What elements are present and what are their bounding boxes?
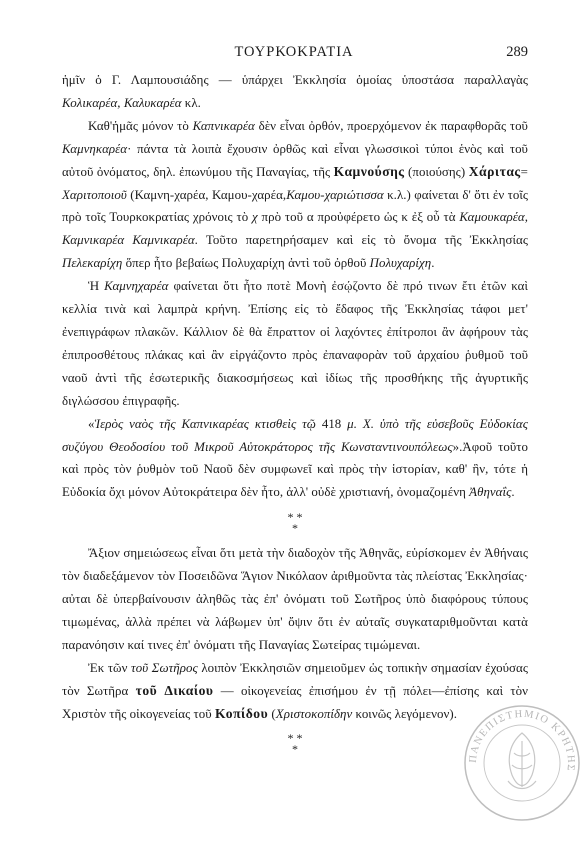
text-run: φαίνεται ὅτι ἦτο ποτὲ Μονὴ ἐσῴζοντο δὲ πρό τινων ἔτι ἐτῶν καὶ κελλία τινὰ καὶ λαμπρὰ κρήνη. Ἐπίσης εἰς τὸ ἔδαφος τῆς Ἐκκλησίας τάφοι μετ' ἐνεπιγράφων πλακῶν. Κάλλιον δὲ θὰ ἔπραττον οἱ λαχόντες ἐπίτροποι ἂν ἀφήρουν τὰς ἐπιπροσθέτους πλάκας καὶ ἂν εἰργάζοντο πρὸς ἐπαναφορὰν τοῦ ἀρχαίου ῥυθμοῦ τοῦ ναοῦ ἀντὶ τῆς ἐσωτερικῆς διακοσμήσεως καὶ ἰδίως τῆς προσθήκης τῆς ἀγυρτικῆς διγλώσσου ἐπιγραφῆς. (62, 279, 528, 408)
italic-term: Πολυχαρίχη (369, 256, 432, 271)
page-number: 289 (506, 44, 528, 60)
italic-term: Καμου-χαριώτισσα (286, 187, 384, 202)
italic-quote: μ. Χ. ὑπὸ τῆς εὐσεβοῦς Εὐδοκίας συζύγου Θεοδοσίου τοῦ Μικροῦ Αὐτοκράτορος τῆς Κωνσταντινουπόλεως (62, 416, 529, 454)
italic-term: χ (252, 210, 258, 225)
italic-term: Ἀθηναΐς (469, 485, 512, 500)
text-run: Ἄξιον σημειώσεως εἶναι ὅτι μετὰ τὴν διαδοχὸν τῆς Ἀθηνᾶς, εὑρίσκομεν ἐν Ἀθήναις τὸν διαδεξάμενον τὸν Ποσειδῶνα Ἅγιον Νικόλαον ἀριθμοῦντα τὰς πλείστας Ἐκκλησίας· αὐται δὲ ὑπερβαίνουσιν ἀληθῶς τὰς ἐπ' ὀνόματι τοῦ Σωτῆρος ὑπὸ διαφόρους τύπους τιμωμένας, ἀλλὰ πρέπει νὰ λάβωμεν ὑπ' ὄψιν ὅτι ἐν αὐταῖς συγκαταριθμοῦνται κατὰ παρανόησιν καί τινες ἐπ' ὀνόματι τῆς Παναγίας Σωτείρας τιμώμεναι. (62, 546, 528, 652)
separator-stars-bottom: * (292, 521, 298, 536)
italic-term: Χριστοκοπίδην (275, 706, 353, 721)
separator-stars-top: * * (287, 731, 303, 746)
paragraph-6 (62, 657, 528, 726)
bold-term: τοῦ Δικαίου (135, 682, 214, 698)
text-run: κ.λ.) φαίνεται δ' ὅτι ἐν τοῖς πρὸ τοῖς Τουρκοκρατίας χρόνοις τὸ (62, 187, 528, 225)
italic-term: Καμουκαρέα, Καμνικαρέα Καμνικαρέα (62, 210, 528, 248)
text-run: (Καμνη-χαρέα, Καμου-χαρέα, (126, 187, 287, 202)
paragraph-5 (62, 542, 528, 657)
bold-term: Καμνούσης (333, 163, 405, 179)
italic-term: Καμνηχαρέα (104, 279, 169, 294)
italic-term: Κολικαρέα, Καλυκαρέα (62, 95, 182, 110)
italic-term: Καμνηκαρέα (62, 141, 128, 156)
text-run: — οἰκογενείας ἐπισήμου ἐν τῇ πόλει—ἐπίσης καὶ τὸν Χριστὸν τῆς οἰκογενείας τοῦ (62, 683, 528, 721)
separator-stars-bottom: * (292, 742, 298, 757)
text-run: = (520, 164, 528, 179)
separator-stars-top: * * (287, 510, 303, 525)
text-run: . Τοῦτο παρετηρήσαμεν καὶ εἰς τὸ ὄνομα τῆς Ἐκκλησίας (194, 233, 529, 248)
text-run: λοιπὸν Ἐκκλησιῶν σημειοῦμεν ὡς τοπικὴν σημασίαν ἐχούσας τὸν Σωτῆρα (62, 660, 528, 698)
text-run: ὅπερ ἦτο βεβαίως Πολυχαρίχη ἀντὶ τοῦ ὀρθοῦ (122, 256, 370, 271)
svg-text:ΠΑΝΕΠΙΣΤΗΜΙΟ ΚΡΗΤΗΣ: ΠΑΝΕΠΙΣΤΗΜΙΟ ΚΡΗΤΗΣ (467, 708, 577, 773)
text-run: (ποιούσης) (404, 164, 469, 179)
text-run: κοινῶς λεγόμενον). (352, 706, 457, 721)
section-separator (62, 512, 528, 534)
text-run: . (431, 256, 435, 271)
italic-term: τοῦ Σωτῆρος (131, 660, 198, 675)
bold-term: Χάριτας (468, 163, 521, 179)
paragraph-4 (62, 413, 528, 505)
text-run: δὲν εἶναι ὀρθόν, προερχόμενον ἐκ παραφθορᾶς τοῦ (254, 118, 528, 133)
text-body (62, 69, 528, 755)
paragraph-1 (62, 69, 528, 115)
text-run: 418 (315, 416, 348, 431)
text-run: ( (268, 706, 276, 721)
paragraph-2 (62, 115, 528, 275)
text-run: πρὸ τοῦ α προὐφέρετο ὡς κ ἐξ οὗ τὰ (257, 210, 460, 225)
italic-term: Χαριτοποιοῦ (62, 187, 127, 202)
text-run: Ἐκ τῶν (88, 660, 132, 675)
italic-term: Καπνικαρέα (192, 118, 255, 133)
italic-term: Πελεκαρίχη (62, 256, 123, 271)
text-run: ».Ἀφοῦ τοῦτο καὶ πρὸς τὸν ῥυθμὸν τοῦ Ναοῦ δὲν συμφωνεῖ καὶ πρὸς τὴν ἱστορίαν, καθ' ἣν, τότε ἡ Εὐδοκία ὄχι μόνον Αὐτοκράτειρα δὲν ἦτο, ἀλλ' οὐδὲ χριστιανή, ὀνομαζομένη (62, 439, 528, 500)
running-title: ΤΟΥΡΚΟΚΡΑΤΙΑ (234, 44, 354, 60)
bold-term: Κοπίδου (214, 705, 269, 721)
text-run: Καθ'ἡμᾶς μόνον τὸ (88, 118, 193, 133)
library-seal-stamp (462, 703, 582, 823)
text-run: κλ. (181, 95, 201, 110)
text-run: . (511, 485, 515, 500)
text-run: « (88, 416, 95, 431)
paragraph-3 (62, 275, 528, 412)
text-run: Ἡ (88, 279, 105, 294)
text-run: ἡμῖν ὁ Γ. Λαμπουσιάδης — ὑπάρχει Ἐκκλησία ὁμοίας ὑποστάσα παραλλαγὰς (62, 73, 528, 87)
text-run: · πάντα τὰ λοιπὰ ἔχουσιν ὀρθῶς καὶ εἶναι γλωσσικοὶ τύποι ἑνὸς καὶ τοῦ αὐτοῦ ὀνόματος, δηλ. ἐπωνύμου τῆς Παναγίας, τῆς (62, 141, 528, 179)
section-separator-end (62, 733, 528, 755)
running-header (60, 44, 528, 64)
italic-quote: Ἱερὸς ναὸς τῆς Καπνικαρέας κτισθεὶς τῷ (94, 416, 316, 431)
